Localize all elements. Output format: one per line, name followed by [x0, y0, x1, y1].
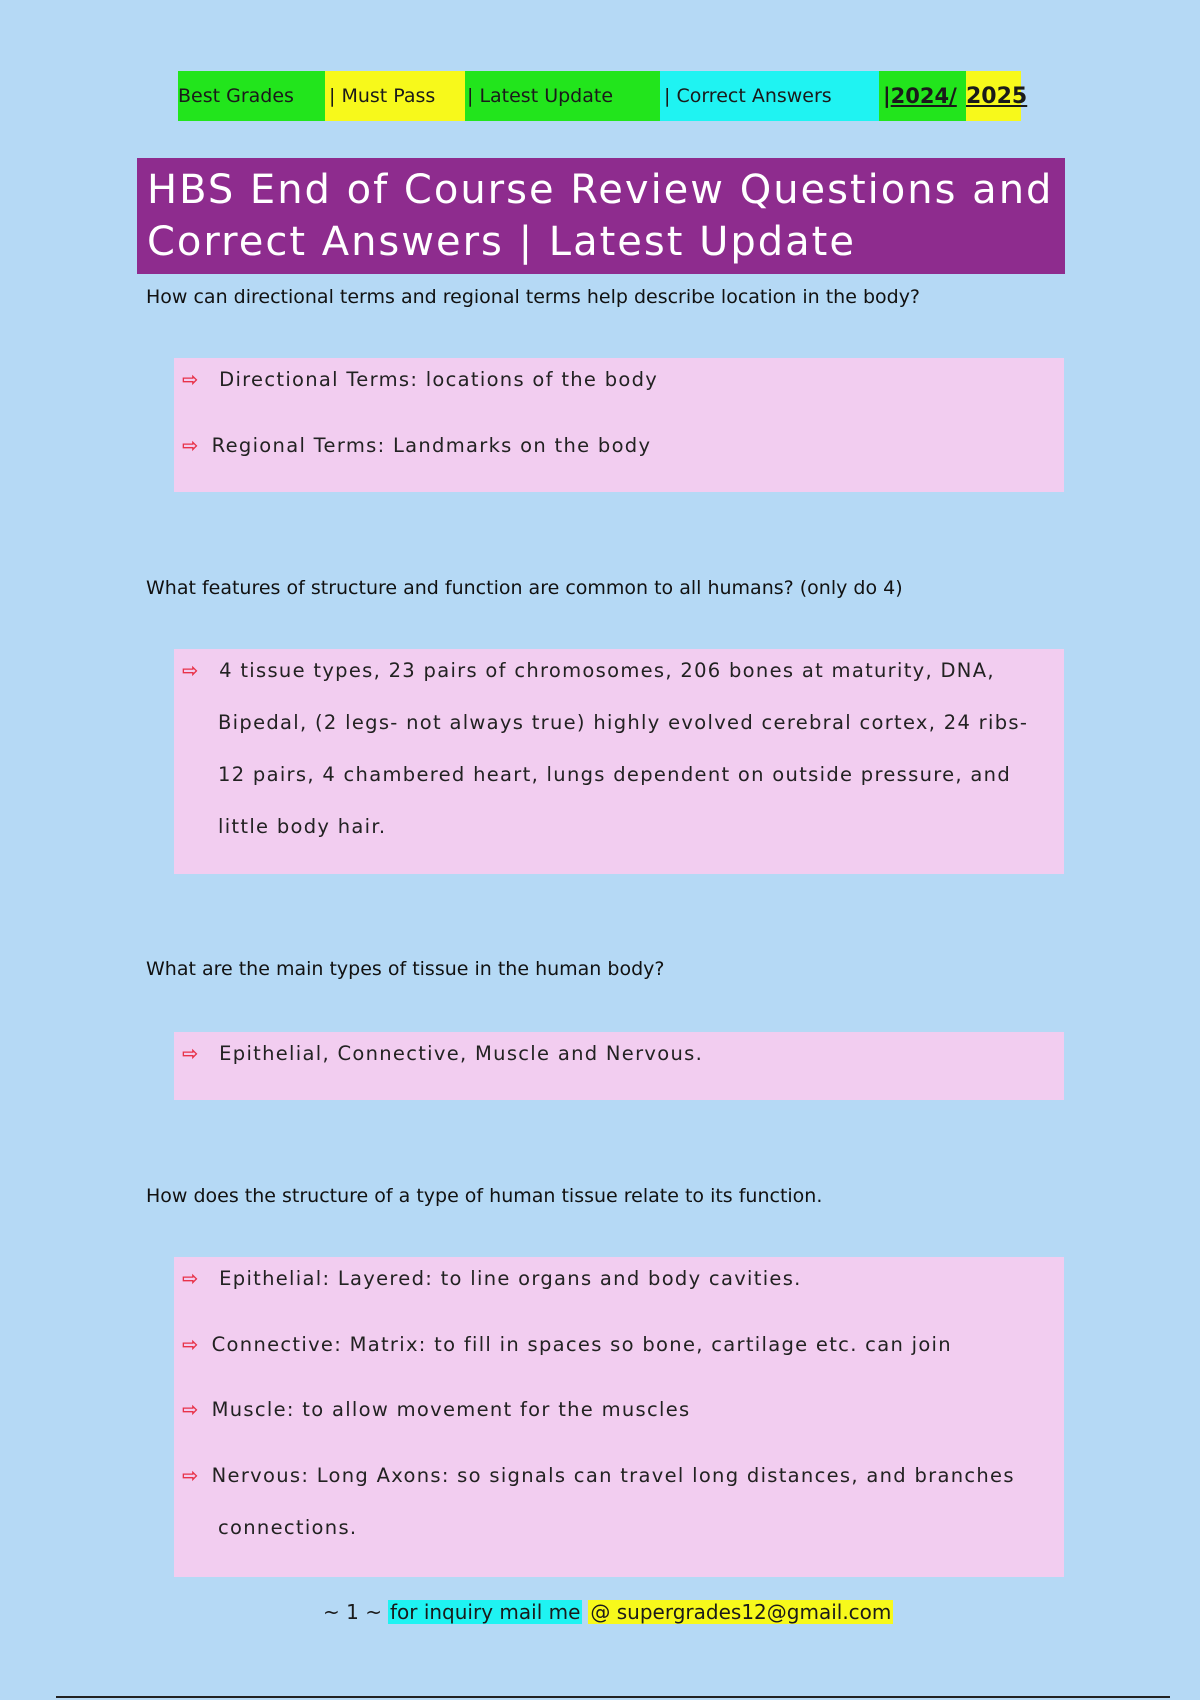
inquiry-text: for inquiry mail me: [389, 1600, 581, 1624]
answer-box-1: [174, 358, 1064, 492]
answer-box-4: [174, 1257, 1064, 1577]
question-1: How can directional terms and regional terms help describe location in the body?: [146, 286, 921, 308]
arrow-icon: ⇨: [182, 1398, 200, 1421]
answer-continuation: connections.: [218, 1516, 358, 1539]
question-2: What features of structure and function are common to all humans? (only do 4): [146, 577, 903, 599]
question-4: How does the structure of a type of human tissue relate to its function.: [146, 1185, 823, 1207]
page-number: ~ 1 ~: [323, 1600, 382, 1624]
arrow-icon: ⇨: [182, 434, 200, 457]
arrow-icon: ⇨: [182, 1267, 200, 1290]
answer-text: 4 tissue types, 23 pairs of chromosomes, 206 bones at maturity, DNA,: [219, 659, 995, 682]
banner-bar: |: [883, 84, 891, 108]
answer-text: Regional Terms: Landmarks on the body: [211, 434, 652, 457]
answer-text: Epithelial: Layered: to line organs and body cavities.: [219, 1267, 802, 1290]
answer-item: [182, 1267, 802, 1290]
banner-must-pass: | Must Pass: [325, 71, 465, 121]
answer-item: [182, 368, 658, 391]
arrow-icon: ⇨: [182, 1042, 200, 1065]
answer-item: [182, 659, 995, 682]
page-footer: [323, 1600, 893, 1624]
banner-year-start: [879, 71, 966, 121]
answer-continuation: Bipedal, (2 legs- not always true) highly evolved cerebral cortex, 24 ribs-: [218, 711, 1029, 734]
answer-box-3: [174, 1032, 1064, 1100]
arrow-icon: ⇨: [182, 1464, 200, 1487]
answer-text: Muscle: to allow movement for the muscles: [211, 1398, 691, 1421]
answer-item: [182, 434, 651, 457]
title-line-1: HBS End of Course Review Questions and: [147, 167, 1054, 213]
arrow-icon: ⇨: [182, 659, 200, 682]
arrow-icon: ⇨: [182, 1333, 200, 1356]
answer-item: [182, 1333, 952, 1356]
header-banner: [178, 71, 1028, 121]
answer-item: [182, 1398, 691, 1421]
banner-year-2025: 2025: [966, 71, 1021, 121]
answer-item: [182, 1464, 1015, 1487]
answer-item: [182, 1042, 703, 1065]
banner-latest-update: | Latest Update: [465, 71, 660, 121]
answer-text: Epithelial, Connective, Muscle and Nervous.: [219, 1042, 704, 1065]
answer-box-2: [174, 649, 1064, 874]
banner-best-grades: Best Grades: [178, 71, 325, 121]
banner-year-2024: 2024/: [890, 84, 957, 108]
answer-text: Nervous: Long Axons: so signals can travel long distances, and branches: [211, 1464, 1015, 1487]
answer-continuation: 12 pairs, 4 chambered heart, lungs dependent on outside pressure, and: [218, 763, 1012, 786]
answer-continuation: little body hair.: [218, 815, 387, 838]
title-line-2: Correct Answers | Latest Update: [147, 219, 856, 265]
bottom-divider: [56, 1696, 1170, 1698]
arrow-icon: ⇨: [182, 368, 200, 391]
contact-email[interactable]: @ supergrades12@gmail.com: [590, 1600, 892, 1624]
answer-text: Connective: Matrix: to fill in spaces so bone, cartilage etc. can join: [211, 1333, 952, 1356]
answer-text: Directional Terms: locations of the body: [219, 368, 659, 391]
page-title: [137, 158, 1065, 274]
banner-correct-answers: | Correct Answers: [660, 71, 879, 121]
question-3: What are the main types of tissue in the human body?: [146, 958, 665, 980]
